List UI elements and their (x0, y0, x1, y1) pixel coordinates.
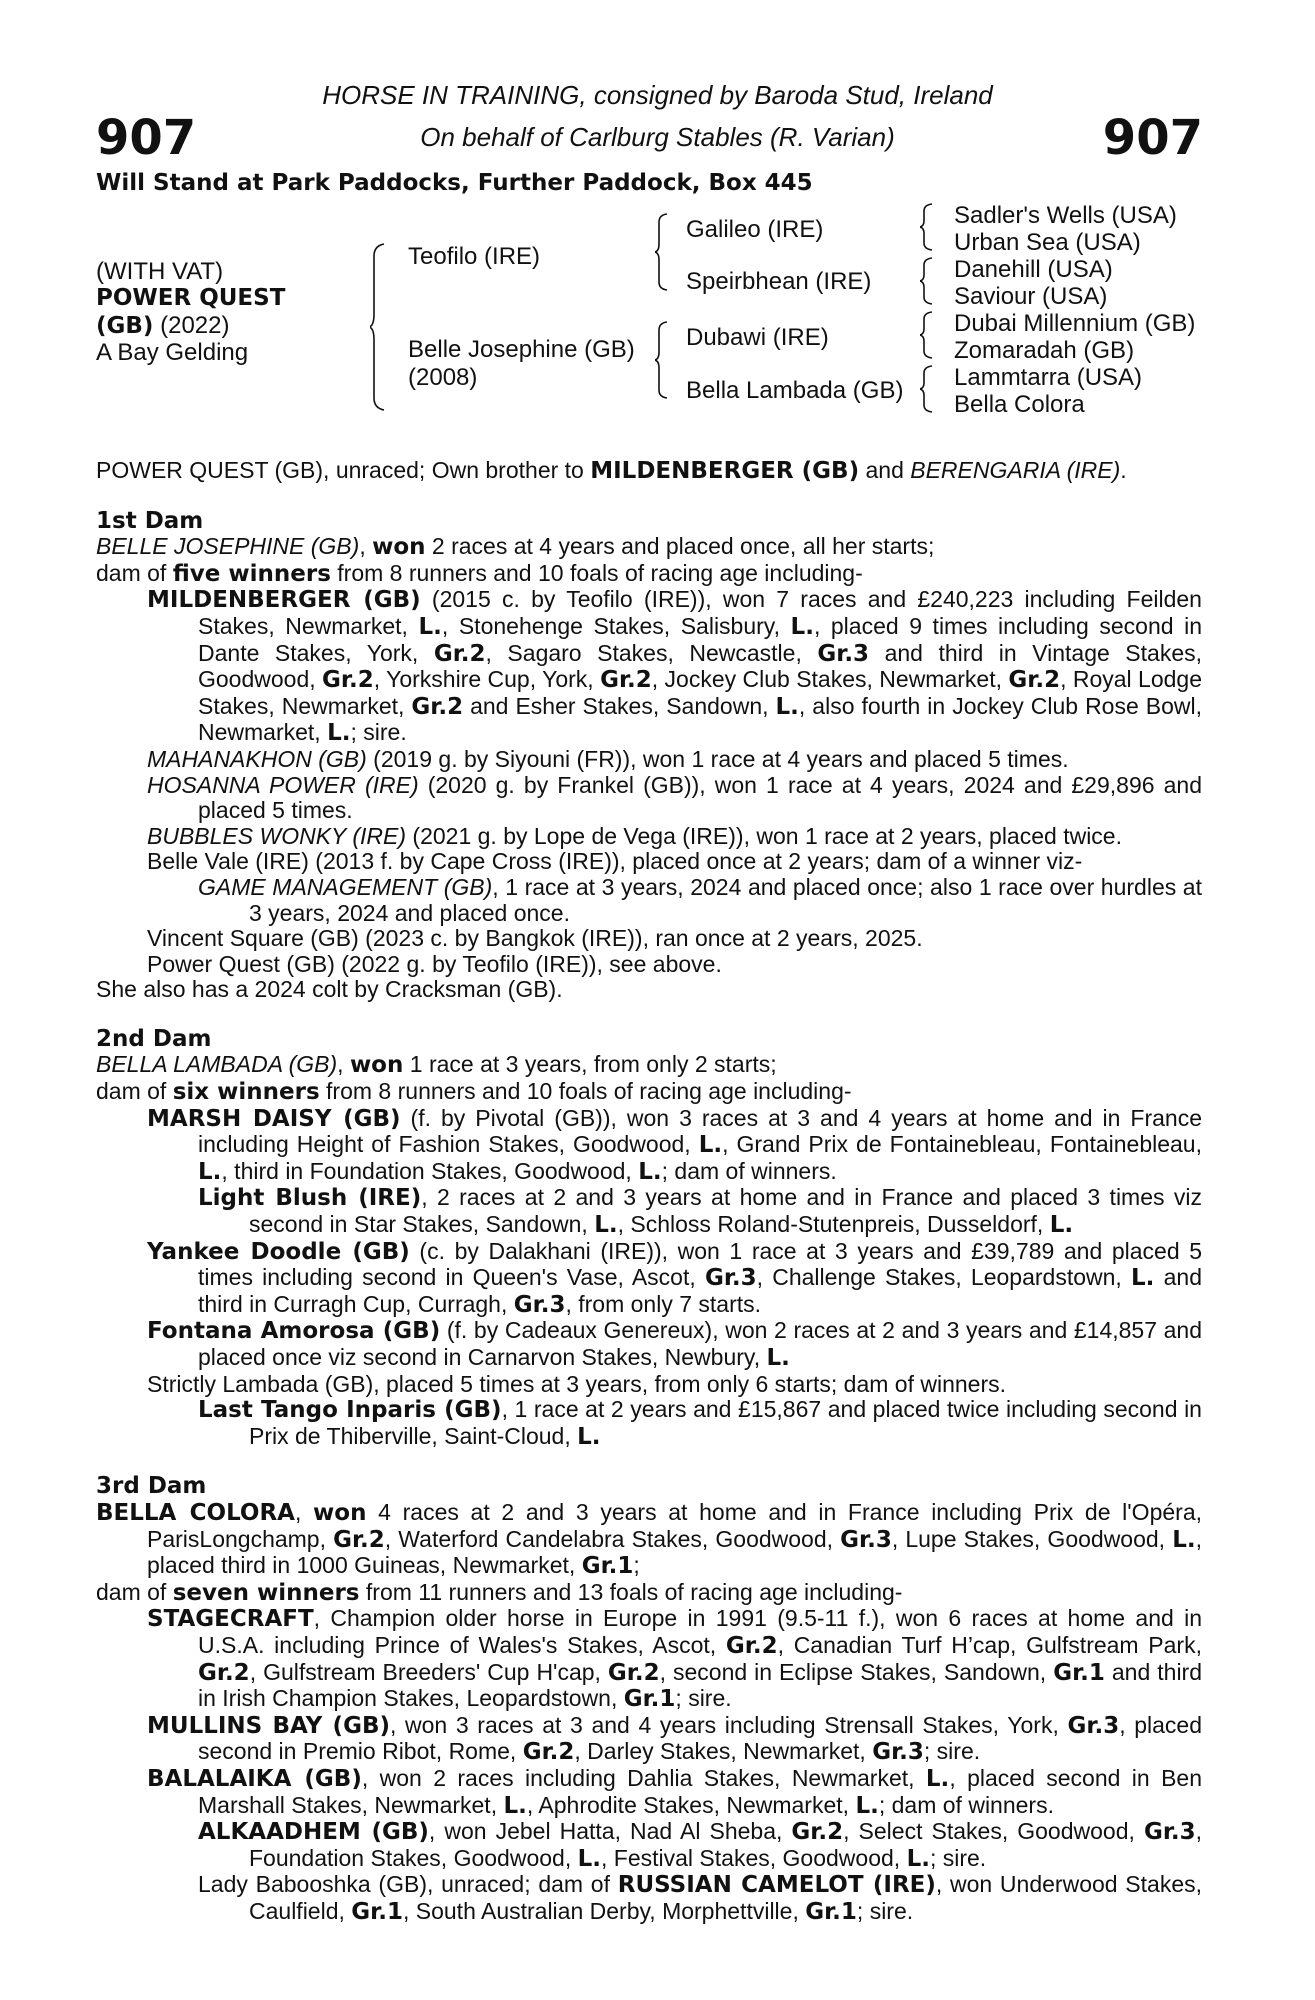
pedigree-sire: Teofilo (IRE) (408, 243, 541, 270)
pedigree-entry: MAHANAKHON (GB) (2019 g. by Siyouni (FR)), won 1 race at 4 years and placed 5 times. (147, 745, 1069, 772)
pedigree-entry: ALKAADHEM (GB), won Jebel Hatta, Nad Al Sheba, Gr.2, Select Stakes, Goodwood, Gr.3, Foundation Stakes, Goodwood, L., Festival Stakes, Goodwood, L.; sire. (198, 1818, 1203, 1872)
pedigree-entry: BELLA COLORA, won 4 races at 2 and 3 years at home and in France including Prix de l'Opéra, ParisLongchamp, Gr.2, Waterford Candelabra Stakes, Goodwood, Gr.3, Lupe Stakes, Goodwood, L., placed third in 1000 Guineas, Newmarket, Gr.1; (96, 1498, 1202, 1580)
bracket-g2 (920, 256, 934, 306)
pedigree-entry: MARSH DAISY (GB) (f. by Pivotal (GB)), won 3 races at 3 and 4 years at home and in France including Height of Fashion Stakes, Goodwood, L., Grand Prix de Fontainebleau, Fontainebleau, L., third in Foundation Stakes, Goodwood, L.; dam of winners. (147, 1104, 1202, 1185)
pedigree-dam-sire: Dubawi (IRE) (686, 324, 829, 351)
pedigree-entry: Yankee Doodle (GB) (c. by Dalakhani (IRE)), won 1 race at 3 years and £39,789 and placed 5 times including second in Queen's Vase, Ascot, Gr.3, Challenge Stakes, Leopardstown, L. and third in Curragh Cup, Curragh, Gr.3, from only 7 starts. (147, 1237, 1203, 1318)
section-heading: 3rd Dam (96, 1473, 207, 1500)
pedigree-entry: dam of six winners from 8 runners and 10 foals of racing age including- (96, 1078, 852, 1106)
pedigree-entry: Lady Babooshka (GB), unraced; dam of RUSSIAN CAMELOT (IRE), won Underwood Stakes, Caulfield, Gr.1, South Australian Derby, Morphettville, Gr.1; sire. (198, 1871, 1202, 1925)
pedigree-gg8: Bella Colora (954, 391, 1085, 418)
pedigree-gg2: Urban Sea (USA) (954, 229, 1141, 256)
horse-description: A Bay Gelding (96, 339, 249, 366)
pedigree-entry: BELLA LAMBADA (GB), won 1 race at 3 years, from only 2 starts; (96, 1051, 777, 1079)
pedigree-entry: She also has a 2024 colt by Cracksman (GB). (96, 976, 563, 1003)
pedigree-gg3: Danehill (USA) (954, 256, 1113, 283)
pedigree-entry: MILDENBERGER (GB) (2015 c. by Teofilo (IRE)), won 7 races and £240,223 including Feilden Stakes, Newmarket, L., Stonehenge Stakes, Salisbury, L., placed 9 times including second in Dante Stakes, York, Gr.2, Sagaro Stakes, Newcastle, Gr.3 and third in Vintage Stakes, Goodwood, Gr.2, Yorkshire Cup, York, Gr.2, Jockey Club Stakes, Newmarket, Gr.2, Royal Lodge Stakes, Newmarket, Gr.2 and Esher Stakes, Sandown, L., also fourth in Jockey Club Rose Bowl, Newmarket, L.; sire. (147, 586, 1203, 747)
pedigree-sire-dam: Speirbhean (IRE) (686, 268, 872, 295)
pedigree-entry: dam of five winners from 8 runners and 10 foals of racing age including- (96, 559, 863, 587)
section-heading: 1st Dam (96, 507, 204, 534)
pedigree-gg7: Lammtarra (USA) (954, 364, 1143, 391)
pedigree-gg4: Saviour (USA) (954, 283, 1108, 310)
pedigree-gg6: Zomaradah (GB) (954, 337, 1135, 364)
pedigree-entry: GAME MANAGEMENT (GB), 1 race at 3 years, 2024 and placed once; also 1 race over hurdles at 3 years, 2024 and placed once. (198, 873, 1202, 926)
pedigree-entry: BALALAIKA (GB), won 2 races including Dahlia Stakes, Newmarket, L., placed second in Ben Marshall Stakes, Newmarket, L., Aphrodite Stakes, Newmarket, L.; dam of winners. (147, 1764, 1202, 1819)
pedigree-gg5: Dubai Millennium (GB) (954, 310, 1196, 337)
pedigree-entry: Fontana Amorosa (GB) (f. by Cadeaux Genereux), won 2 races at 2 and 3 years and £14,857 and placed once viz second in Carnarvon Stakes, Newbury, L. (147, 1317, 1203, 1371)
pedigree-entry: BELLE JOSEPHINE (GB), won 2 races at 4 years and placed once, all her starts; (96, 533, 935, 561)
horse-origin-year (96, 312, 229, 340)
behalf-line: On behalf of Carlburg Stables (R. Varian) (420, 122, 895, 152)
lot-number-right: 907 (1102, 110, 1203, 166)
pedigree-entry: Power Quest (GB) (2022 g. by Teofilo (IRE)), see above. (147, 950, 722, 977)
pedigree-entry: HOSANNA POWER (IRE) (2020 g. by Frankel (GB)), won 1 race at 4 years, 2024 and £29,896 and placed 5 times. (147, 771, 1202, 824)
horse-name: POWER QUEST (96, 285, 286, 311)
dam-sections (96, 509, 1202, 1926)
pedigree-sire-sire: Galileo (IRE) (686, 216, 824, 243)
pedigree-entry: Light Blush (IRE), 2 races at 2 and 3 years at home and in France and placed 3 times viz second in Star Stakes, Sandown, L., Schloss Roland-Stutenpreis, Dusseldorf, L. (198, 1184, 1202, 1239)
pedigree-entry: Vincent Square (GB) (2023 c. by Bangkok (IRE)), ran once at 2 years, 2025. (147, 925, 923, 952)
pedigree-entry: dam of seven winners from 11 runners and 13 foals of racing age including- (96, 1578, 903, 1606)
pedigree-entry: BUBBLES WONKY (IRE) (2021 g. by Lope de Vega (IRE)), won 1 race at 2 years, placed twice. (147, 822, 1122, 849)
bracket-dam-parents (655, 320, 669, 400)
pedigree-entry: Strictly Lambada (GB), placed 5 times at 3 years, from only 6 starts; dam of winners. (147, 1370, 1006, 1397)
intro-paragraph: POWER QUEST (GB), unraced; Own brother to MILDENBERGER (GB) and BERENGARIA (IRE). (96, 457, 1127, 484)
pedigree-gg1: Sadler's Wells (USA) (954, 202, 1177, 229)
bracket-sire-parents (655, 212, 669, 292)
pedigree-dam-year: (2008) (408, 364, 478, 391)
pedigree-entry: Belle Vale (IRE) (2013 f. by Cape Cross (IRE)), placed once at 2 years; dam of a winner viz- (147, 848, 1083, 875)
pedigree-dam: Belle Josephine (GB) (408, 336, 635, 363)
bracket-g4 (920, 364, 934, 414)
horse-origin: (GB) (96, 313, 154, 339)
section-heading: 2nd Dam (96, 1025, 212, 1052)
bracket-g1 (920, 202, 934, 252)
vat-note: (WITH VAT) (96, 258, 224, 285)
pedigree-entry: MULLINS BAY (GB), won 3 races at 3 and 4 years including Strensall Stakes, York, Gr.3, placed second in Premio Ribot, Rome, Gr.2, Darley Stakes, Newmarket, Gr.3; sire. (147, 1711, 1203, 1766)
catalogue-body (96, 458, 1202, 1925)
lot-number-left: 907 (96, 110, 197, 166)
pedigree-entry: STAGECRAFT, Champion older horse in Europe in 1991 (9.5-11 f.), won 6 races at home and in U.S.A. including Prince of Wales's Stakes, Ascot, Gr.2, Canadian Turf H’cap, Gulfstream Park, Gr.2, Gulfstream Breeders' Cup H'cap, Gr.2, second in Eclipse Stakes, Sandown, Gr.1 and third in Irish Champion Stakes, Leopardstown, Gr.1; sire. (147, 1605, 1202, 1713)
stand-location: Will Stand at Park Paddocks, Further Paddock, Box 445 (96, 170, 813, 196)
horse-year: (2022) (160, 312, 230, 339)
bracket-parents (370, 242, 386, 412)
consignment-line: HORSE IN TRAINING, consigned by Baroda Stud, Ireland (322, 80, 993, 110)
bracket-g3 (920, 310, 934, 360)
pedigree-dam-dam: Bella Lambada (GB) (686, 377, 904, 404)
pedigree-entry: Last Tango Inparis (GB), 1 race at 2 years and £15,867 and placed twice including second in Prix de Thiberville, Saint-Cloud, L. (198, 1396, 1202, 1450)
